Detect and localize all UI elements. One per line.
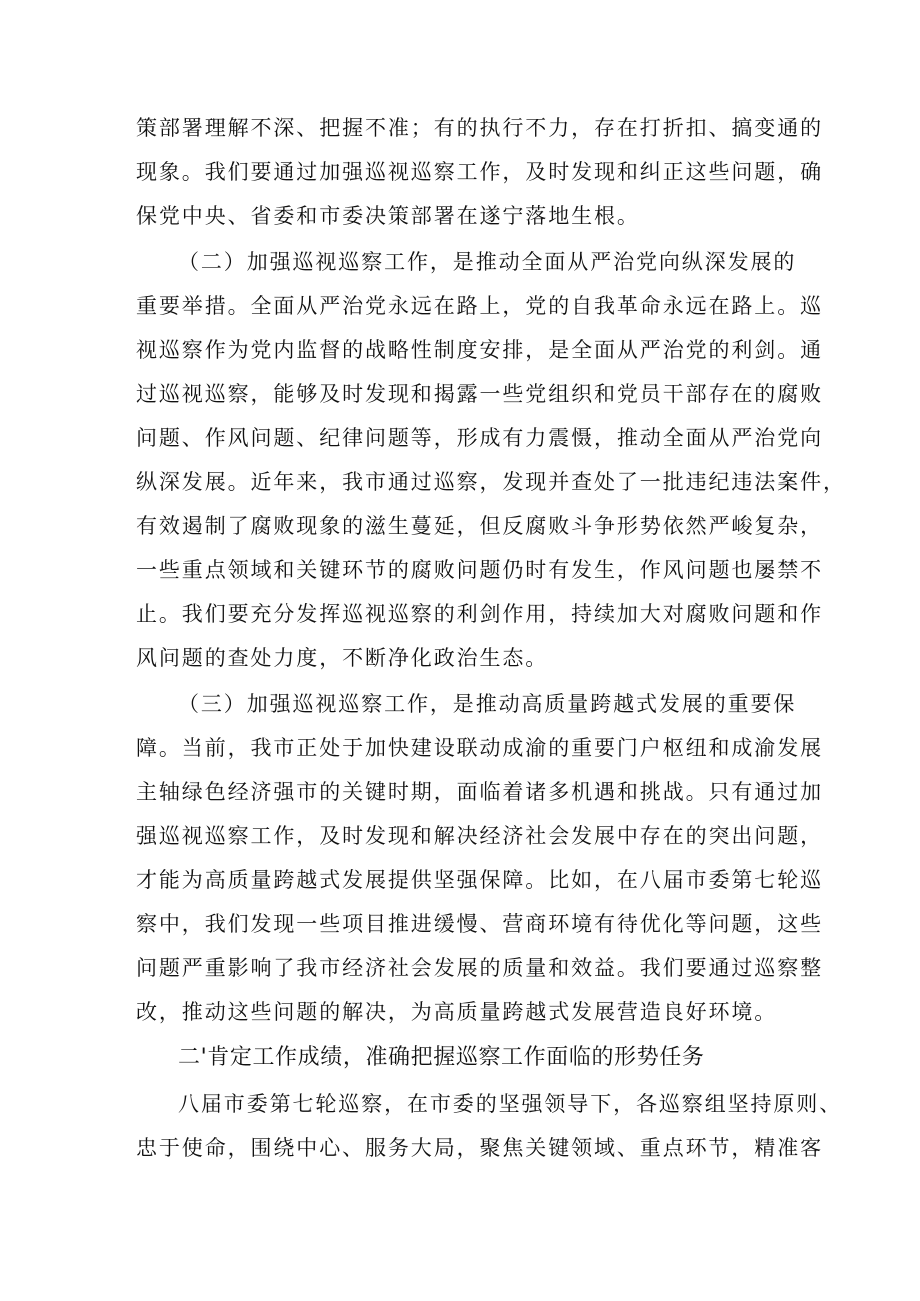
paragraph-line: 问题严重影响了我市经济社会发展的质量和效益。我们要通过巡察整	[136, 956, 823, 980]
paragraph-line: 八届市委第七轮巡察，在市委的坚强领导下，各巡察组坚持原则、	[178, 1092, 843, 1116]
paragraph-line: 纵深发展。近年来，我市通过巡察，发现并查处了一批违纪违法案件，	[136, 470, 846, 494]
paragraph-line: 风问题的查处力度，不断净化政治生态。	[136, 646, 549, 670]
paragraph-line: 障。当前，我市正处于加快建设联动成渝的重要门户枢纽和成渝发展	[136, 736, 823, 760]
paragraph-line: 改，推动这些问题的解决，为高质量跨越式发展营造良好环境。	[136, 1000, 778, 1024]
paragraph-line: 主轴绿色经济强市的关键时期，面临着诸多机遇和挑战。只有通过加	[136, 780, 823, 804]
paragraph-line: 止。我们要充分发挥巡视巡察的利剑作用，持续加大对腐败问题和作	[136, 602, 823, 626]
paragraph-line: 忠于使命，围绕中心、服务大局，聚焦关键领域、重点环节，精准客	[136, 1136, 823, 1160]
paragraph-line: （三）加强巡视巡察工作，是推动高质量跨越式发展的重要保	[178, 692, 797, 716]
paragraph-line: 重要举措。全面从严治党永远在路上，党的自我革命永远在路上。巡	[136, 294, 823, 318]
paragraph-line: 过巡视巡察，能够及时发现和揭露一些党组织和党员干部存在的腐败	[136, 382, 823, 406]
paragraph-line: 一些重点领域和关键环节的腐败问题仍时有发生，作风问题也屡禁不	[136, 558, 823, 582]
paragraph-line: 现象。我们要通过加强巡视巡察工作，及时发现和纠正这些问题，确	[136, 160, 823, 184]
paragraph-line: （二）加强巡视巡察工作，是推动全面从严治党向纵深发展的	[178, 250, 797, 274]
paragraph-line: 保党中央、省委和市委决策部署在遂宁落地生根。	[136, 204, 640, 228]
paragraph-line: 强巡视巡察工作，及时发现和解决经济社会发展中存在的突出问题，	[136, 824, 823, 848]
paragraph-line: 才能为高质量跨越式发展提供坚强保障。比如，在八届市委第七轮巡	[136, 868, 823, 892]
paragraph-line: 有效遏制了腐败现象的滋生蔓延，但反腐败斗争形势依然严峻复杂，	[136, 514, 823, 538]
paragraph-line: 问题、作风问题、纪律问题等，形成有力震慑，推动全面从严治党向	[136, 426, 823, 450]
section-heading: 二'肯定工作成绩，准确把握巡察工作面临的形势任务	[178, 1045, 705, 1070]
paragraph-line: 察中，我们发现一些项目推进缓慢、营商环境有待优化等问题，这些	[136, 912, 823, 936]
paragraph-line: 策部署理解不深、把握不准；有的执行不力，存在打折扣、搞变通的	[136, 116, 823, 140]
paragraph-line: 视巡察作为党内监督的战略性制度安排，是全面从严治党的利剑。通	[136, 338, 823, 362]
